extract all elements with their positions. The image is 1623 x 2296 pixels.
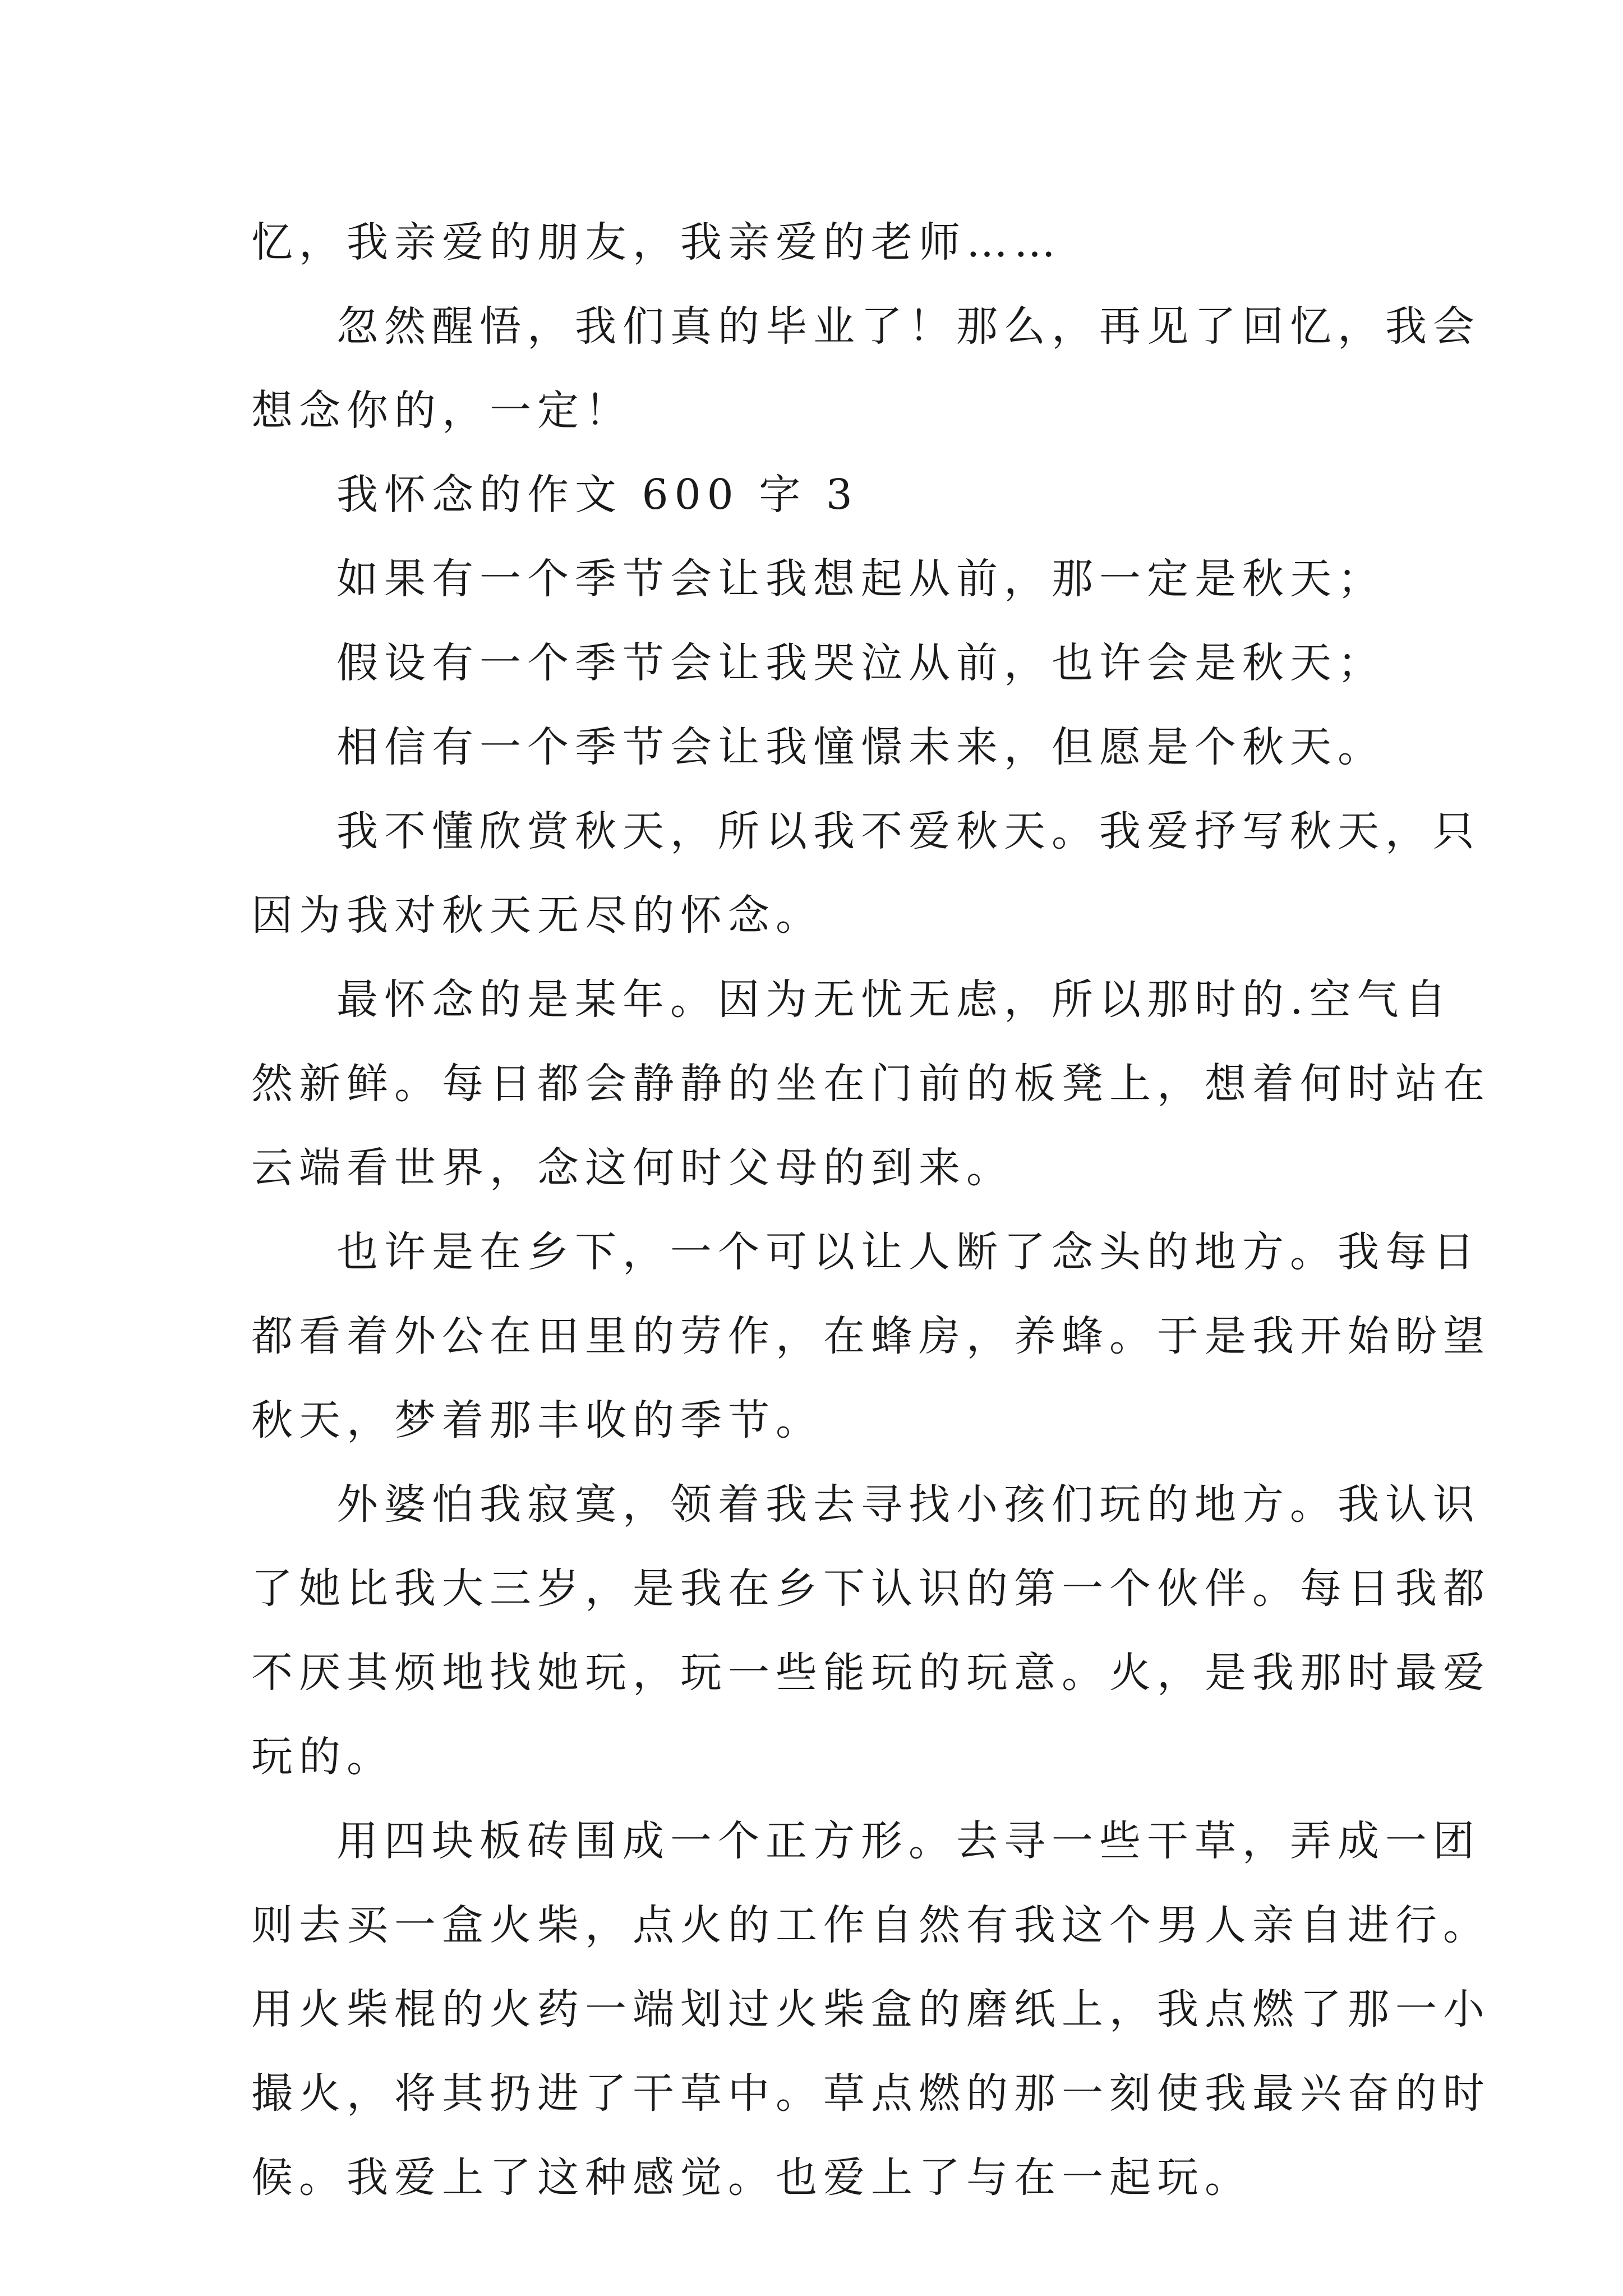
text-line: 因为我对秋天无尽的怀念。 xyxy=(251,891,823,940)
text-line: 云端看世界，念这何时父母的到来。 xyxy=(251,1144,1014,1192)
section-heading: 我怀念的作文 600 字 3 xyxy=(336,471,859,519)
text-line: 然新鲜。每日都会静静的坐在门前的板凳上，想着何时站在 xyxy=(251,1060,1491,1108)
text-line: 也许是在乡下，一个可以让人断了念头的地方。我每日 xyxy=(336,1228,1481,1276)
text-line: 假设有一个季节会让我哭泣从前，也许会是秋天； xyxy=(336,639,1385,687)
text-line: 玩的。 xyxy=(251,1733,394,1781)
text-line: 撮火，将其扔进了干草中。草点燃的那一刻使我最兴奋的时 xyxy=(251,2069,1491,2118)
text-line: 我不懂欣赏秋天，所以我不爱秋天。我爱抒写秋天，只 xyxy=(336,807,1481,855)
text-line: 相信有一个季节会让我憧憬未来，但愿是个秋天。 xyxy=(336,723,1385,771)
text-line: 用火柴棍的火药一端划过火柴盒的磨纸上，我点燃了那一小 xyxy=(251,1985,1491,2033)
text-line: 最怀念的是某年。因为无忧无虑，所以那时的.空气自 xyxy=(336,976,1453,1024)
text-line: 外婆怕我寂寞，领着我去寻找小孩们玩的地方。我认识 xyxy=(336,1480,1481,1529)
text-line: 想念你的，一定！ xyxy=(251,386,633,435)
text-line: 则去买一盒火柴，点火的工作自然有我这个男人亲自进行。 xyxy=(251,1901,1491,1949)
text-line: 忆，我亲爱的朋友，我亲爱的老师…… xyxy=(251,218,1062,266)
text-line: 秋天，梦着那丰收的季节。 xyxy=(251,1396,823,1444)
text-line: 候。我爱上了这种感觉。也爱上了与在一起玩。 xyxy=(251,2154,1252,2202)
text-line: 忽然醒悟，我们真的毕业了！那么，再见了回忆，我会 xyxy=(336,302,1481,351)
text-line: 如果有一个季节会让我想起从前，那一定是秋天； xyxy=(336,555,1385,603)
text-line: 不厌其烦地找她玩，玩一些能玩的玩意。火，是我那时最爱 xyxy=(251,1649,1491,1697)
text-line: 用四块板砖围成一个正方形。去寻一些干草，弄成一团 xyxy=(336,1817,1481,1865)
text-line: 了她比我大三岁，是我在乡下认识的第一个伙伴。每日我都 xyxy=(251,1565,1491,1613)
text-line: 都看着外公在田里的劳作，在蜂房，养蜂。于是我开始盼望 xyxy=(251,1312,1491,1360)
